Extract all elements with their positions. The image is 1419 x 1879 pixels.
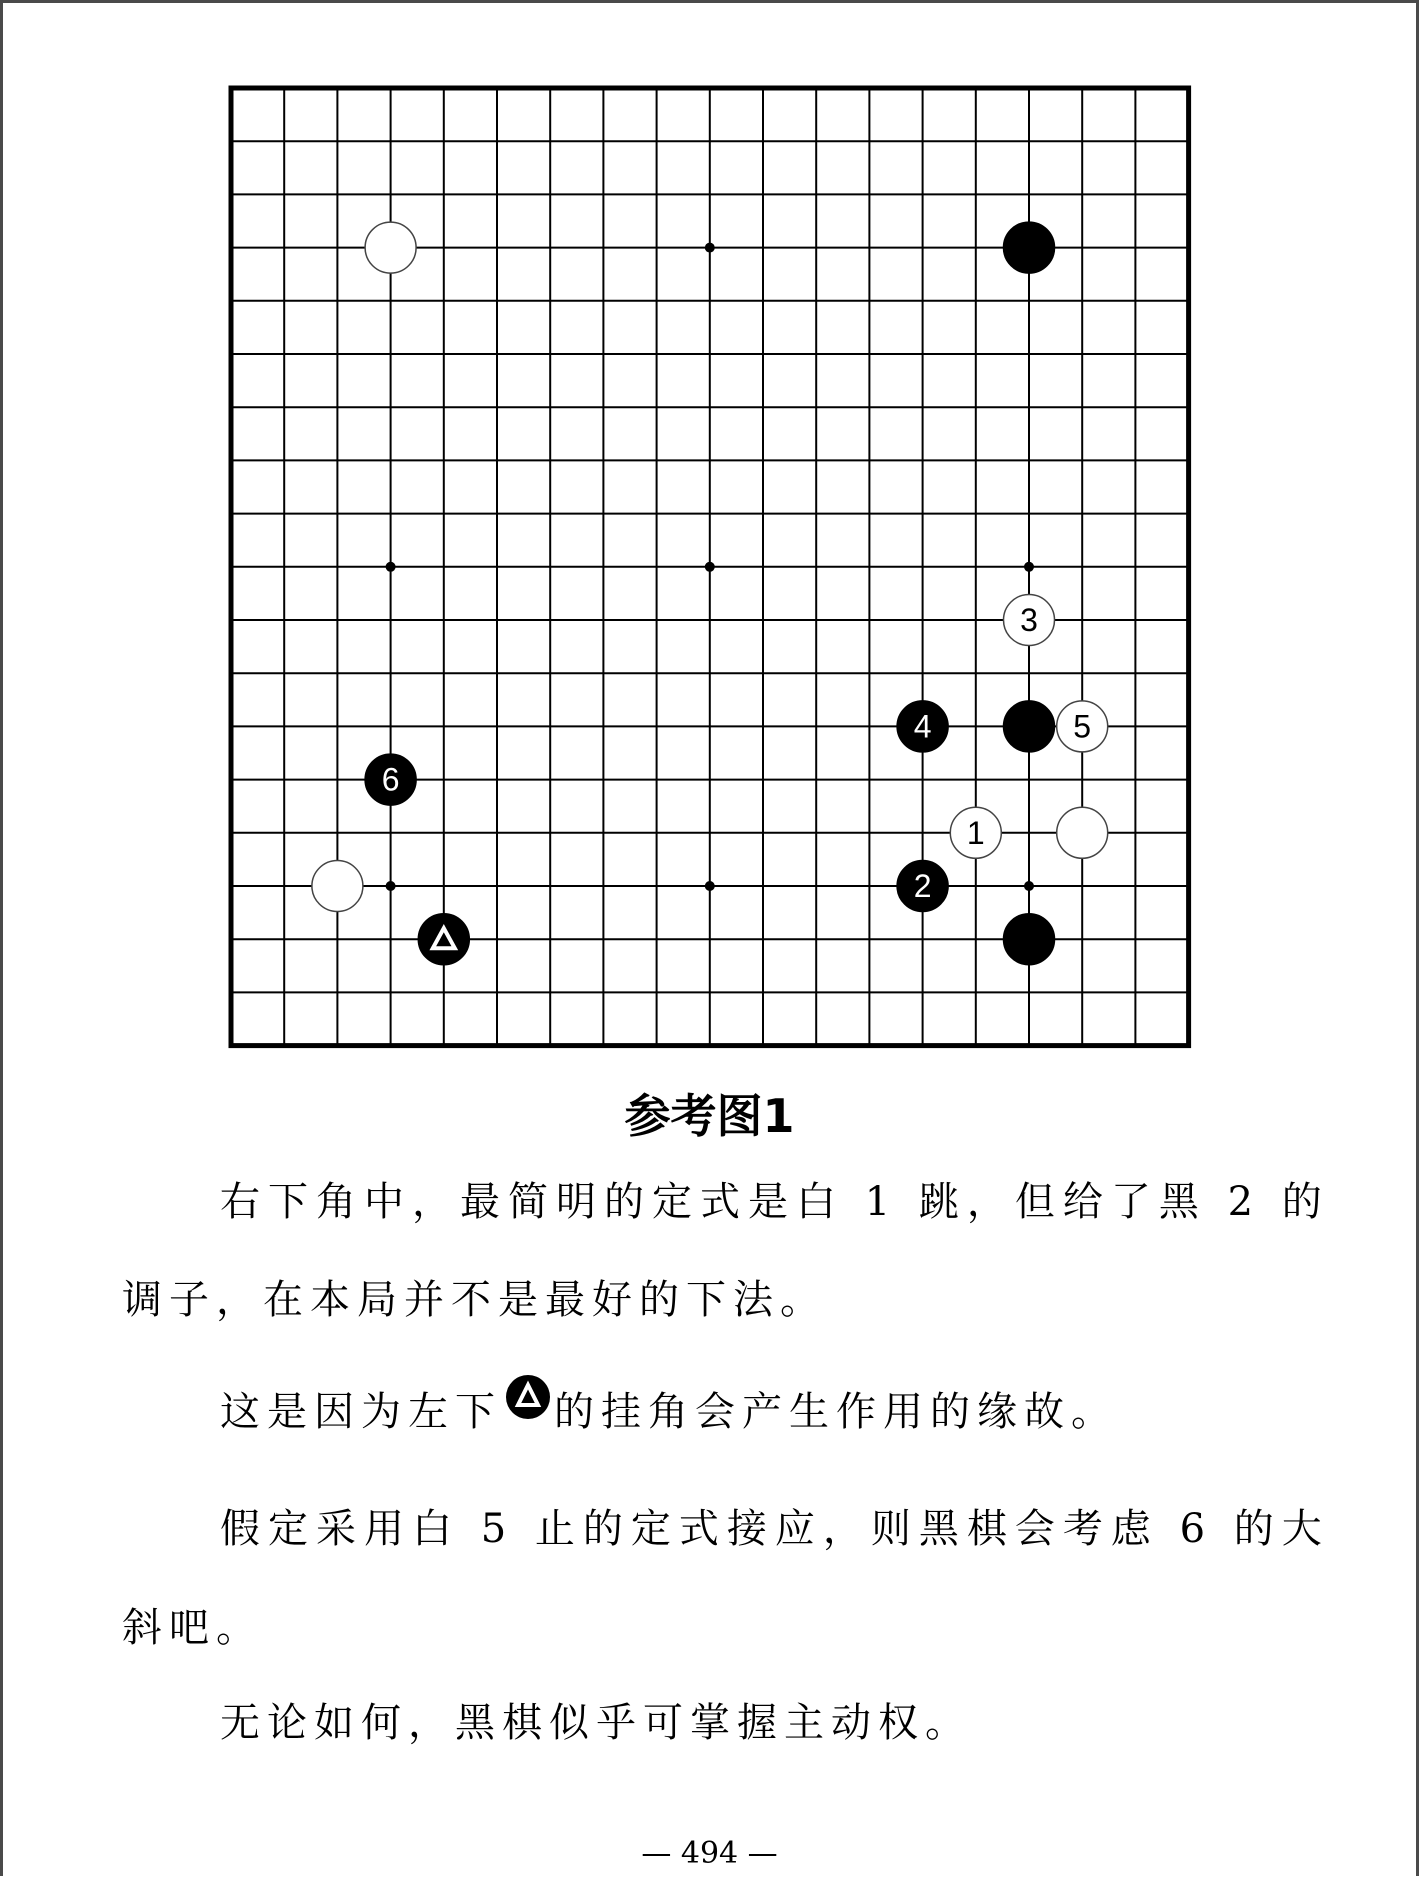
stone-number-label: 6 — [381, 761, 400, 798]
stone-number-label: 2 — [913, 868, 932, 904]
paragraph-2-before: 这是因为左下 — [220, 1389, 502, 1435]
black-stone — [1004, 222, 1055, 273]
black-triangle-stone-icon — [506, 1375, 550, 1419]
white-stone — [365, 222, 416, 273]
figure-caption: 参考图1 — [624, 1089, 795, 1143]
star-point — [705, 881, 715, 891]
page-number: — 494 — — [641, 1836, 778, 1871]
star-point — [1024, 881, 1034, 891]
star-point — [705, 243, 715, 253]
go-board-diagram — [220, 77, 1200, 1057]
paragraph-1-line-1: 右下角中，最简明的定式是白 1 跳，但给了黑 2 的 — [220, 1179, 1330, 1225]
stone-number-label: 3 — [1020, 602, 1038, 638]
paragraph-2-after: 的挂角会产生作用的缘故。 — [554, 1389, 1118, 1435]
paragraph-3-line-1: 假定采用白 5 止的定式接应，则黑棋会考虑 6 的大 — [220, 1506, 1330, 1552]
white-stone — [312, 861, 363, 912]
stone-number-label: 5 — [1073, 708, 1092, 745]
star-point — [386, 881, 396, 891]
paragraph-3-line-2: 斜吧。 — [122, 1605, 263, 1651]
paragraph-1-line-2: 调子，在本局并不是最好的下法。 — [122, 1277, 827, 1323]
stone-number-label: 4 — [913, 708, 932, 745]
star-point — [705, 562, 715, 572]
star-point — [1024, 562, 1034, 572]
star-point — [386, 562, 396, 572]
black-stone — [1004, 914, 1055, 965]
black-stone — [418, 914, 469, 965]
paragraph-2 — [220, 1375, 1118, 1437]
paragraph-4: 无论如何，黑棋似乎可掌握主动权。 — [220, 1700, 972, 1746]
black-stone — [1004, 701, 1055, 752]
white-stone — [1057, 807, 1108, 858]
stone-number-label: 1 — [966, 814, 985, 851]
